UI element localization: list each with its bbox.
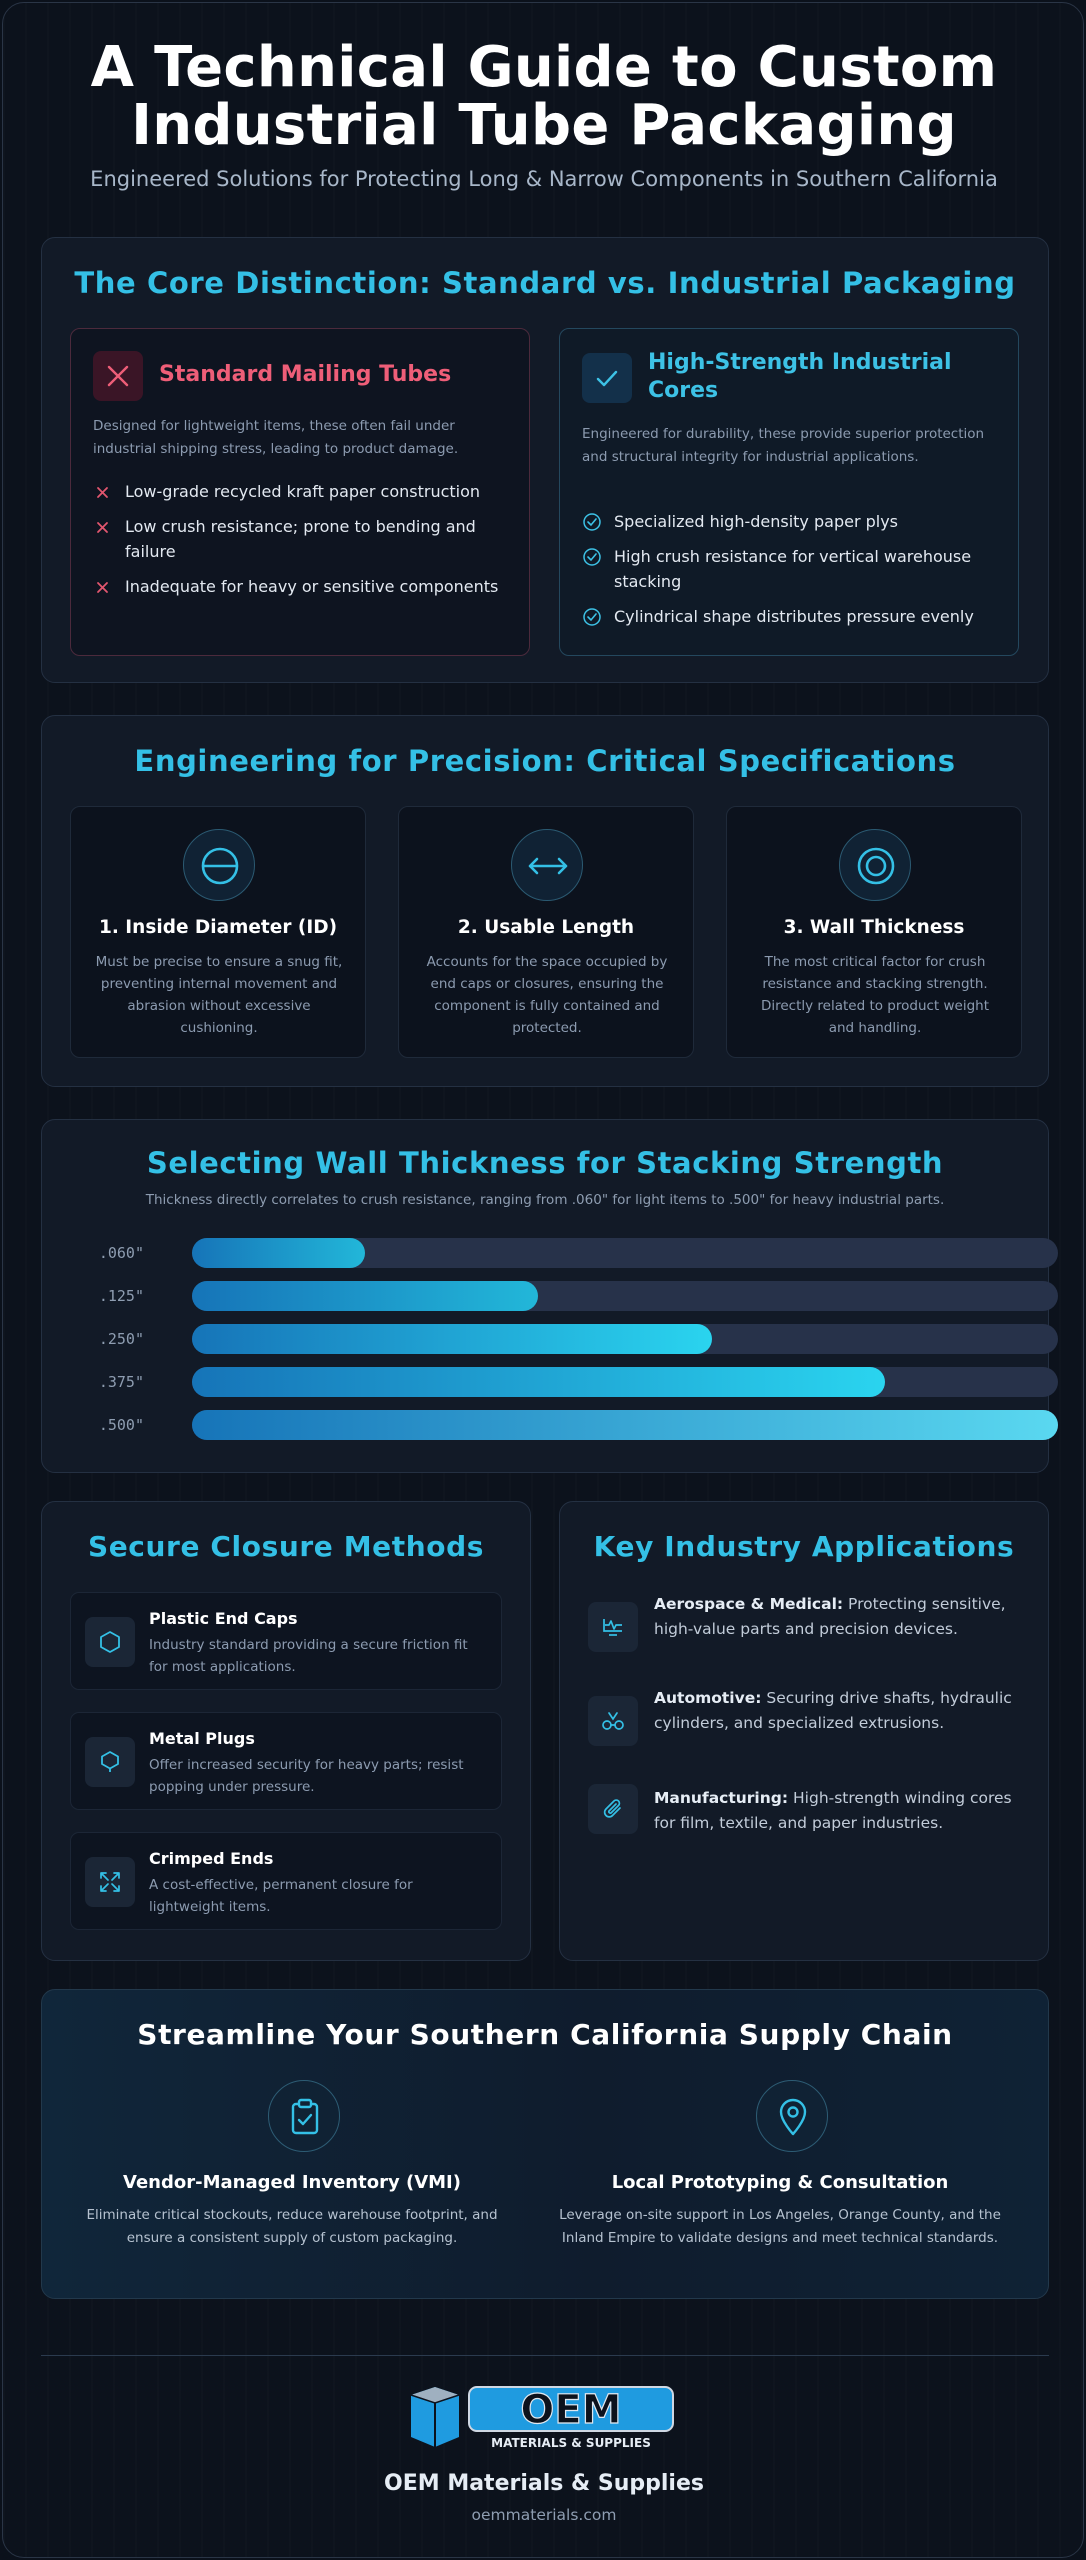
vmi-title: Vendor-Managed Inventory (VMI) xyxy=(123,2172,461,2193)
standard-tubes-list xyxy=(93,479,513,599)
closure-description: A cost-effective, permanent closure for lightweight items. xyxy=(149,1877,413,1915)
clipboard-check-icon xyxy=(268,2080,340,2152)
thickness-bar-row xyxy=(88,1281,1008,1313)
list-item: Low crush resistance; prone to bending and failure xyxy=(93,514,513,564)
thickness-bar-row xyxy=(88,1324,1008,1356)
spec-title: 1. Inside Diameter (ID) xyxy=(98,917,338,938)
thickness-label: .060" xyxy=(98,1244,144,1262)
closure-plastic-end-caps xyxy=(70,1592,502,1690)
plug-icon xyxy=(85,1737,135,1787)
diameter-icon xyxy=(183,829,255,901)
logo-tagline: MATERIALS & SUPPLIES xyxy=(491,2436,651,2450)
list-item: Specialized high-density paper plys xyxy=(582,509,1002,534)
industry-applications-title: Key Industry Applications xyxy=(593,1530,1015,1563)
thickness-bar-track xyxy=(192,1324,1058,1354)
thickness-bar-track xyxy=(192,1410,1058,1440)
standard-tubes-heading: Standard Mailing Tubes xyxy=(159,362,452,387)
footer-divider xyxy=(41,2355,1049,2356)
industry-applications-section xyxy=(559,1501,1049,1961)
industrial-cores-description: Engineered for durability, these provide superior protection and structural integrity for industrial applications. xyxy=(582,426,985,465)
title-line-1: A Technical Guide to Custom xyxy=(90,35,998,100)
spec-title: 2. Usable Length xyxy=(457,917,635,938)
supply-chain-section xyxy=(41,1989,1049,2299)
paperclip-icon xyxy=(588,1784,638,1834)
check-circle-icon xyxy=(582,512,602,532)
standard-tubes-card xyxy=(70,328,530,656)
page-subtitle: Engineered Solutions for Protecting Long & Narrow Components in Southern California xyxy=(90,167,998,191)
industrial-cores-card xyxy=(559,328,1019,656)
closure-methods-title: Secure Closure Methods xyxy=(87,1530,485,1563)
spec-description: Accounts for the space occupied by end caps or closures, ensuring the component is fully contained and protected. xyxy=(426,954,668,1036)
map-pin-icon xyxy=(756,2080,828,2152)
list-item: High crush resistance for vertical warehouse stacking xyxy=(582,544,1002,594)
spec-card-usable-length xyxy=(398,806,694,1058)
thickness-label: .500" xyxy=(98,1416,144,1434)
spec-title: 3. Wall Thickness xyxy=(783,917,965,938)
closure-methods-section xyxy=(41,1501,531,1961)
box-icon xyxy=(411,2387,459,2447)
check-circle-icon xyxy=(582,547,602,567)
oem-logo xyxy=(405,2381,685,2461)
application-text: Automotive: Securing drive shafts, hydraulic cylinders, and specialized extrusions. xyxy=(654,1689,1012,1732)
thickness-label: .125" xyxy=(98,1287,144,1305)
check-icon xyxy=(582,353,632,403)
length-arrows-icon xyxy=(511,829,583,901)
x-mark-icon xyxy=(93,482,113,502)
specifications-section xyxy=(41,715,1049,1087)
specifications-title: Engineering for Precision: Critical Specifications xyxy=(134,744,956,778)
closure-title: Metal Plugs xyxy=(149,1729,255,1748)
prototyping-description: Leverage on-site support in Los Angeles, Orange County, and the Inland Empire to validate designs and meet technical standards. xyxy=(559,2207,1001,2246)
vmi-description: Eliminate critical stockouts, reduce warehouse footprint, and ensure a consistent supply of custom packaging. xyxy=(86,2207,498,2246)
wall-thickness-title: Selecting Wall Thickness for Stacking Strength xyxy=(146,1146,944,1180)
spec-card-inside-diameter xyxy=(70,806,366,1058)
concentric-rings-icon xyxy=(839,829,911,901)
hexagon-icon xyxy=(85,1617,135,1667)
core-distinction-section xyxy=(41,237,1049,683)
title-line-2: Industrial Tube Packaging xyxy=(131,93,957,158)
thickness-bar-fill xyxy=(192,1367,885,1397)
infographic-page xyxy=(2,2,1084,2558)
standard-tubes-description: Designed for lightweight items, these often fail under industrial shipping stress, leading to product damage. xyxy=(93,418,459,457)
wall-thickness-subtitle: Thickness directly correlates to crush resistance, ranging from .060" for light items to .500" for heavy industrial parts. xyxy=(145,1192,945,1208)
thickness-bar-row xyxy=(88,1238,1008,1270)
crimp-arrows-icon xyxy=(85,1857,135,1907)
page-title xyxy=(3,35,1085,158)
spec-description: The most critical factor for crush resistance and stacking strength. Directly related to product weight and handling. xyxy=(760,954,990,1036)
spec-description: Must be precise to ensure a snug fit, preventing internal movement and abrasion without excessive cushioning. xyxy=(95,954,343,1036)
prototyping-title: Local Prototyping & Consultation xyxy=(611,2172,949,2193)
list-item: Low-grade recycled kraft paper construction xyxy=(93,479,513,504)
company-name: OEM Materials & Supplies xyxy=(384,2471,704,2496)
thickness-bar-track xyxy=(192,1238,1058,1268)
core-distinction-title: The Core Distinction: Standard vs. Industrial Packaging xyxy=(74,266,1016,300)
thickness-bar-row xyxy=(88,1367,1008,1399)
list-item: Cylindrical shape distributes pressure evenly xyxy=(582,604,1002,629)
supply-chain-title: Streamline Your Southern California Supply Chain xyxy=(137,2018,953,2051)
application-text: Aerospace & Medical: Protecting sensitive, high-value parts and precision devices. xyxy=(654,1595,1006,1638)
x-mark-icon xyxy=(93,517,113,537)
thickness-bar-fill xyxy=(192,1324,712,1354)
thickness-bar-row xyxy=(88,1410,1008,1442)
x-mark-icon xyxy=(93,577,113,597)
monitor-pulse-icon xyxy=(588,1602,638,1652)
closure-description: Offer increased security for heavy parts; resist popping under pressure. xyxy=(149,1757,464,1795)
logo-text: OEM xyxy=(520,2387,622,2433)
thickness-bar-track xyxy=(192,1367,1058,1397)
thickness-bar-fill xyxy=(192,1281,538,1311)
application-text: Manufacturing: High-strength winding cores for film, textile, and paper industries. xyxy=(654,1789,1012,1832)
company-url-link[interactable]: oemmaterials.com xyxy=(471,2506,617,2524)
x-icon xyxy=(93,351,143,401)
list-item: Inadequate for heavy or sensitive components xyxy=(93,574,513,599)
closure-crimped-ends xyxy=(70,1832,502,1930)
industrial-cores-list xyxy=(582,509,1002,629)
thickness-bar-track xyxy=(192,1281,1058,1311)
bicycle-icon xyxy=(588,1696,638,1746)
closure-title: Plastic End Caps xyxy=(149,1609,298,1628)
thickness-bar-fill xyxy=(192,1238,365,1268)
closure-metal-plugs xyxy=(70,1712,502,1810)
thickness-bar-fill xyxy=(192,1410,1058,1440)
spec-card-wall-thickness xyxy=(726,806,1022,1058)
check-circle-icon xyxy=(582,607,602,627)
closure-description: Industry standard providing a secure friction fit for most applications. xyxy=(149,1637,468,1675)
thickness-label: .375" xyxy=(98,1373,144,1391)
closure-title: Crimped Ends xyxy=(149,1849,274,1868)
wall-thickness-section xyxy=(41,1119,1049,1473)
thickness-label: .250" xyxy=(98,1330,144,1348)
industrial-cores-heading: High-Strength Industrial Cores xyxy=(648,350,952,403)
